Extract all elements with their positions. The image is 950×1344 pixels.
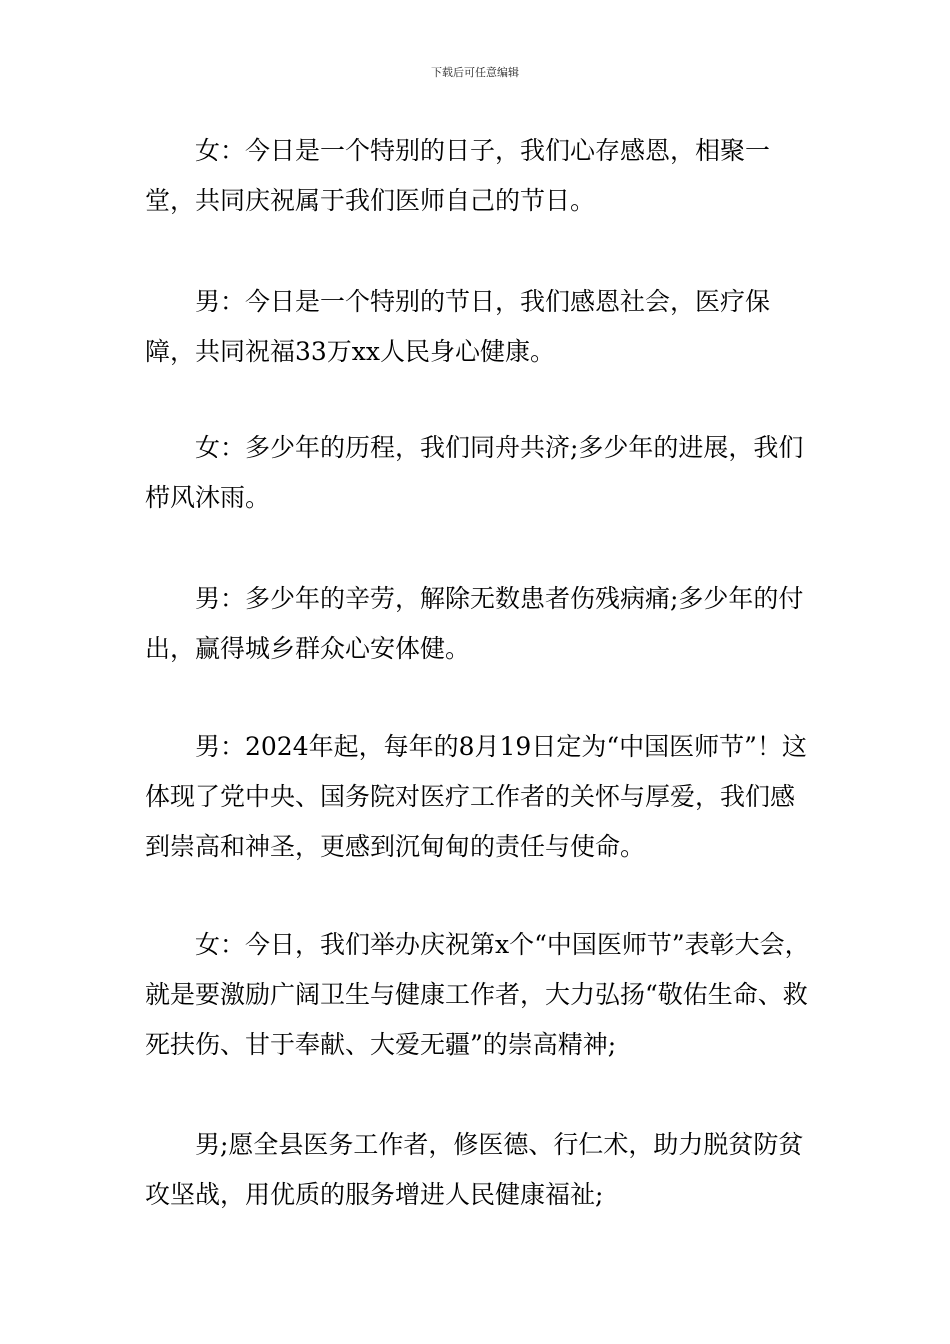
page-header: 下载后可任意编辑 xyxy=(431,66,519,79)
paragraph-female-3: 女：今日，我们举办庆祝第x个“中国医师节”表彰大会，就是要激励广阔卫生与健康工作者，大力弘扬“敬佑生命、救死扶伤、甘于奉献、大爱无疆”的崇高精神; xyxy=(145,930,810,1059)
paragraph-male-2: 男：多少年的辛劳，解除无数患者伤残病痛;多少年的付出，赢得城乡群众心安体健。 xyxy=(145,584,804,663)
paragraph-female-2: 女：多少年的历程，我们同舟共济;多少年的进展，我们栉风沐雨。 xyxy=(145,433,804,512)
paragraph-male-4: 男;愿全县医务工作者，修医德、行仁术，助力脱贫防贫攻坚战，用优质的服务增进人民健康福祉; xyxy=(145,1130,804,1209)
paragraph-female-1: 女：今日是一个特别的日子，我们心存感恩，相聚一堂，共同庆祝属于我们医师自己的节日。 xyxy=(145,136,771,215)
paragraph-male-1: 男：今日是一个特别的节日，我们感恩社会，医疗保障，共同祝福33万xx人民身心健康。 xyxy=(145,287,771,366)
paragraph-male-3: 男：2024年起，每年的8月19日定为“中国医师节”！这体现了党中央、国务院对医疗工作者的关怀与厚爱，我们感到崇高和神圣，更感到沉甸甸的责任与使命。 xyxy=(145,732,807,861)
